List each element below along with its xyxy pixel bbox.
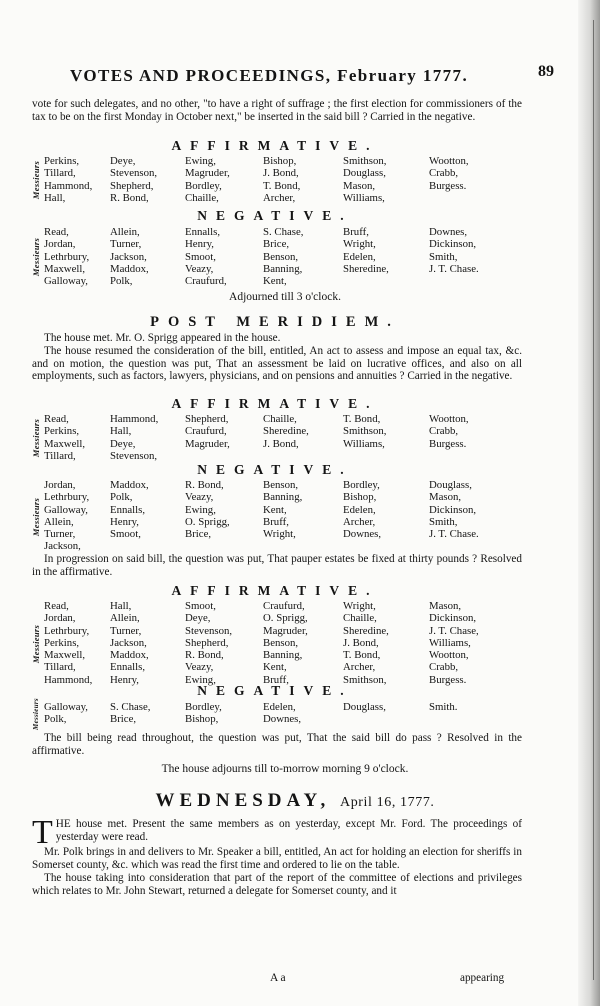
member-name: Lethrbury,	[44, 624, 90, 637]
member-name: Bishop,	[343, 491, 377, 504]
member-name: Shepherd,	[110, 179, 154, 192]
member-name: J. T. Chase,	[429, 624, 479, 637]
member-name: Lethrbury,	[44, 491, 90, 504]
member-name: Henry,	[110, 673, 139, 686]
member-name: Wright,	[263, 528, 296, 541]
member-name: J. Bond,	[343, 636, 379, 649]
member-name: Magruder,	[185, 167, 230, 180]
member-name: S. Chase,	[110, 701, 151, 713]
member-name: Williams,	[429, 636, 471, 649]
member-name: Hall,	[44, 191, 66, 204]
member-name: Benson,	[263, 250, 299, 263]
member-name: Hammond,	[44, 179, 93, 192]
member-name	[343, 713, 429, 725]
member-name: Douglass,	[343, 167, 386, 180]
member-name: Perkins,	[44, 636, 80, 649]
member-name: Benson,	[263, 479, 299, 491]
member-name: R. Bond,	[185, 479, 224, 491]
member-name: Polk,	[110, 275, 133, 288]
member-name: Wright,	[343, 600, 376, 612]
member-name: Maddox,	[110, 262, 149, 275]
member-name: Jordan,	[44, 612, 76, 625]
member-name: T. Bond,	[263, 179, 301, 192]
vote3-negative-heading: NEGATIVE.	[197, 683, 353, 698]
member-name: Ewing,	[185, 673, 216, 686]
member-name: Read,	[44, 226, 69, 238]
member-name: Jackson,	[110, 636, 147, 649]
member-name: Polk,	[110, 491, 133, 504]
wednesday-paragraph-1-text: HE house met. Present the same members as on yesterday, except Mr. Ford. The proceedings of yesterday were read.	[55, 818, 522, 843]
member-name: Jackson,	[110, 250, 147, 263]
messieurs-label: Messieurs	[32, 698, 40, 730]
member-name: Polk,	[44, 713, 67, 726]
member-name: Veazy,	[185, 661, 214, 674]
member-name: Bishop,	[185, 713, 219, 726]
member-name: Shepherd,	[185, 413, 229, 425]
wednesday-date: April 16, 1777.	[339, 795, 435, 810]
member-name: Deye,	[185, 612, 211, 625]
member-name: Bruff,	[263, 673, 289, 686]
member-name: Downes,	[429, 226, 468, 238]
member-name: Magruder,	[263, 624, 308, 637]
member-name: Turner,	[110, 238, 142, 251]
member-name: Hammond,	[110, 413, 159, 425]
member-name: Benson,	[263, 636, 299, 649]
member-name: Smithson,	[343, 155, 387, 167]
member-name: Tillard,	[44, 449, 76, 462]
member-name: J. T. Chase.	[429, 262, 479, 275]
member-name: Maxwell,	[44, 437, 86, 450]
member-name: Wootton,	[429, 649, 469, 662]
member-name: Craufurd,	[263, 600, 305, 612]
member-name: Mason,	[429, 600, 462, 612]
messieurs-label: Messieurs	[31, 497, 41, 536]
member-name	[185, 450, 263, 462]
vote3-affirmative-names	[44, 600, 509, 686]
member-name: Chaille,	[343, 612, 377, 625]
member-name: Brice,	[110, 713, 137, 726]
member-name: Burgess.	[429, 437, 467, 450]
member-name: Edelen,	[343, 503, 376, 516]
member-name: Dickinson,	[429, 612, 477, 625]
member-name: Henry,	[185, 238, 214, 251]
member-name: Smithson,	[343, 673, 387, 686]
wednesday-paragraph-3: The house taking into consideration that part of the report of the committee of elections and privileges which relates to Mr. John Stewart, returned a delegate for Somerset county, and it	[32, 872, 522, 897]
member-name: Wootton,	[429, 413, 469, 425]
member-name: Ewing,	[185, 503, 216, 516]
vote3-negative-block	[30, 698, 530, 730]
member-name: Smoot,	[110, 528, 141, 541]
member-name	[343, 540, 429, 552]
pm-paragraph-1: The house met. Mr. O. Sprigg appeared in the house.	[44, 332, 281, 344]
vote3-affirmative-heading: AFFIRMATIVE.	[171, 583, 379, 598]
member-name: Smith,	[429, 250, 458, 263]
wednesday-paragraph-2: Mr. Polk brings in and delivers to Mr. Speaker a bill, entitled, An act for holding an election for sheriffs in Somerset county, &c. which was read the first time and ordered to lie on the table.	[32, 846, 522, 871]
member-name: Veazy,	[185, 491, 214, 504]
adjourns-tomorrow: The house adjourns till to-morrow morning 9 o'clock.	[161, 763, 409, 775]
member-name: Bruff,	[263, 515, 289, 528]
member-name: Veazy,	[185, 262, 214, 275]
vote3-negative-names	[44, 701, 509, 726]
post-meridiem-heading: POST MERIDIEM.	[150, 314, 400, 330]
member-name: Banning,	[263, 262, 303, 275]
member-name: Crabb,	[429, 425, 459, 438]
member-name: Edelen,	[343, 250, 376, 263]
member-name: R. Bond,	[110, 191, 149, 204]
member-name: Smoot,	[185, 250, 216, 263]
page-number: 89	[538, 63, 554, 80]
member-name: Douglass,	[429, 479, 472, 491]
vote1-affirmative-names	[44, 155, 509, 204]
member-name: Lethrbury,	[44, 250, 90, 263]
pm-paragraph-2: The house resumed the consideration of the bill, entitled, An act to assess and impose an equal tax, &c. and on motion, the question was put, That an assessment be laid on lucrative offices, and also on all employments, such as factors, lawyers, physicians, and on pensions and annuities ? Carried in the negative.	[32, 345, 522, 382]
member-name	[185, 540, 263, 552]
vote2-negative-heading: NEGATIVE.	[197, 462, 353, 477]
member-name: Downes,	[263, 713, 302, 726]
member-name: Banning,	[263, 491, 303, 504]
member-name: Turner,	[110, 624, 142, 637]
member-name	[263, 540, 343, 552]
member-name: Maxwell,	[44, 649, 86, 662]
vote2-affirmative-names	[44, 413, 509, 462]
member-name	[429, 540, 509, 552]
member-name	[429, 450, 509, 462]
running-title: VOTES AND PROCEEDINGS, February 1777.	[70, 66, 469, 85]
wednesday-paragraph-1	[32, 814, 522, 851]
member-name: Ennalls,	[185, 226, 221, 238]
member-name: J. T. Chase.	[429, 528, 479, 541]
member-name: Banning,	[263, 649, 303, 662]
vote1-affirmative-block	[30, 155, 530, 205]
member-name: Perkins,	[44, 425, 80, 438]
member-name: Galloway,	[44, 503, 88, 516]
member-name: Douglass,	[343, 701, 386, 713]
member-name	[343, 450, 429, 462]
vote2-negative-names	[44, 479, 509, 553]
member-name: R. Bond,	[185, 649, 224, 662]
vote2-affirmative-block	[30, 413, 530, 463]
member-name: J. Bond,	[263, 437, 299, 450]
member-name: Deye,	[110, 437, 136, 450]
member-name: Downes,	[343, 528, 382, 541]
member-name: Smoot,	[185, 600, 216, 612]
member-name: Dickinson,	[429, 238, 477, 251]
member-name: Stevenson,	[185, 624, 233, 637]
member-name: Smith,	[429, 515, 458, 528]
member-name: Craufurd,	[185, 275, 227, 288]
member-name: Maxwell,	[44, 262, 86, 275]
member-name: Smithson,	[343, 425, 387, 438]
messieurs-label: Messieurs	[31, 624, 41, 663]
vote2-affirmative-heading: AFFIRMATIVE.	[171, 396, 379, 411]
member-name: Henry,	[110, 515, 139, 528]
member-name: Jordan,	[44, 238, 76, 251]
member-name: Read,	[44, 413, 69, 425]
wednesday-heading	[70, 790, 520, 812]
member-name: Archer,	[343, 515, 376, 528]
member-name: Hall,	[110, 425, 132, 438]
member-name	[263, 450, 343, 462]
member-name: Williams,	[343, 191, 385, 204]
member-name: Sheredine,	[343, 624, 389, 637]
vote1-affirmative-heading: AFFIRMATIVE.	[171, 138, 379, 153]
member-name: Perkins,	[44, 155, 80, 167]
member-name: Hall,	[110, 600, 132, 612]
member-name: Crabb,	[429, 167, 459, 180]
vote1-negative-block	[30, 226, 530, 288]
member-name	[343, 275, 429, 287]
member-name: Allein,	[44, 515, 74, 528]
member-name	[110, 540, 185, 552]
member-name: T. Bond,	[343, 413, 381, 425]
member-name: Bishop,	[263, 155, 297, 167]
member-name: Burgess.	[429, 179, 467, 192]
messieurs-label: Messieurs	[31, 160, 41, 200]
member-name: Jackson,	[44, 540, 81, 553]
member-name: Hammond,	[44, 673, 93, 686]
member-name: Brice,	[263, 238, 290, 251]
member-name: Tillard,	[44, 661, 76, 674]
member-name: Ennalls,	[110, 503, 146, 516]
running-head	[70, 63, 554, 86]
member-name	[429, 713, 509, 725]
wednesday-day: WEDNESDAY,	[155, 790, 331, 811]
member-name: Crabb,	[429, 661, 459, 674]
member-name: Bruff,	[343, 226, 369, 238]
member-name: Maddox,	[110, 649, 149, 662]
member-name: Sheredine,	[343, 262, 389, 275]
member-name: Bordley,	[185, 701, 222, 713]
messieurs-label: Messieurs	[31, 237, 41, 277]
member-name: Bordley,	[185, 179, 222, 192]
vote3-affirmative-block	[30, 600, 530, 687]
member-name	[429, 275, 509, 287]
progression-paragraph: In progression on said bill, the question was put, That pauper estates be fixed at thirty pounds ? Resolved in the affirmative.	[32, 553, 522, 578]
bill-read-paragraph: The bill being read throughout, the question was put, That the said bill do pass ? Resolved in the affirmative.	[32, 732, 522, 757]
member-name: Stevenson,	[110, 167, 158, 180]
adjourned-three: Adjourned till 3 o'clock.	[229, 291, 341, 303]
member-name: J. Bond,	[263, 167, 299, 180]
member-name: S. Chase,	[263, 226, 304, 238]
member-name: Magruder,	[185, 437, 230, 450]
member-name: Mason,	[343, 179, 376, 192]
member-name: Wright,	[343, 238, 376, 251]
vote1-negative-heading: NEGATIVE.	[197, 208, 353, 223]
member-name: Mason,	[429, 491, 462, 504]
member-name: Bordley,	[343, 479, 380, 491]
member-name: Brice,	[185, 528, 212, 541]
member-name: Allein,	[110, 226, 140, 238]
member-name: Sheredine,	[263, 425, 309, 438]
page-edge-shadow	[578, 0, 600, 1006]
signature-mark: A a	[270, 972, 286, 984]
member-name: Allein,	[110, 612, 140, 625]
member-name	[429, 192, 509, 204]
member-name: Ennalls,	[110, 661, 146, 674]
member-name: Ewing,	[185, 155, 216, 167]
member-name: Chaille,	[185, 191, 219, 204]
member-name: Burgess.	[429, 673, 467, 686]
member-name: Read,	[44, 600, 69, 612]
page-edge-line	[593, 20, 594, 980]
member-name: Kent,	[263, 661, 287, 674]
member-name: Dickinson,	[429, 503, 477, 516]
member-name: Stevenson,	[110, 449, 158, 462]
member-name: Craufurd,	[185, 425, 227, 438]
member-name: Galloway,	[44, 275, 88, 288]
member-name: Archer,	[343, 661, 376, 674]
member-name: Smith.	[429, 701, 458, 713]
member-name: Deye,	[110, 155, 136, 167]
member-name: Shepherd,	[185, 636, 229, 649]
member-name: Williams,	[343, 437, 385, 450]
member-name: Galloway,	[44, 701, 88, 713]
member-name: Tillard,	[44, 167, 76, 180]
messieurs-label: Messieurs	[31, 418, 41, 458]
member-name: Turner,	[44, 528, 76, 541]
member-name: Kent,	[263, 275, 287, 288]
member-name: Chaille,	[263, 413, 297, 425]
catchword: appearing	[460, 972, 505, 984]
member-name: Archer,	[263, 191, 296, 204]
member-name: O. Sprigg,	[185, 515, 230, 528]
member-name: Jordan,	[44, 479, 76, 491]
drop-capital: T	[32, 814, 53, 851]
vote1-negative-names	[44, 226, 509, 287]
member-name: Wootton,	[429, 155, 469, 167]
member-name: Edelen,	[263, 701, 296, 713]
member-name: O. Sprigg,	[263, 612, 308, 625]
vote2-negative-block	[30, 479, 530, 554]
member-name: Kent,	[263, 503, 287, 516]
member-name: T. Bond,	[343, 649, 381, 662]
intro-paragraph: vote for such delegates, and no other, "to have a right of suffrage ; the first election for commissioners of the tax to be on the first Monday in October next," be inserted in the said bill ? Carried in the negative.	[32, 98, 522, 123]
member-name: Maddox,	[110, 479, 149, 491]
